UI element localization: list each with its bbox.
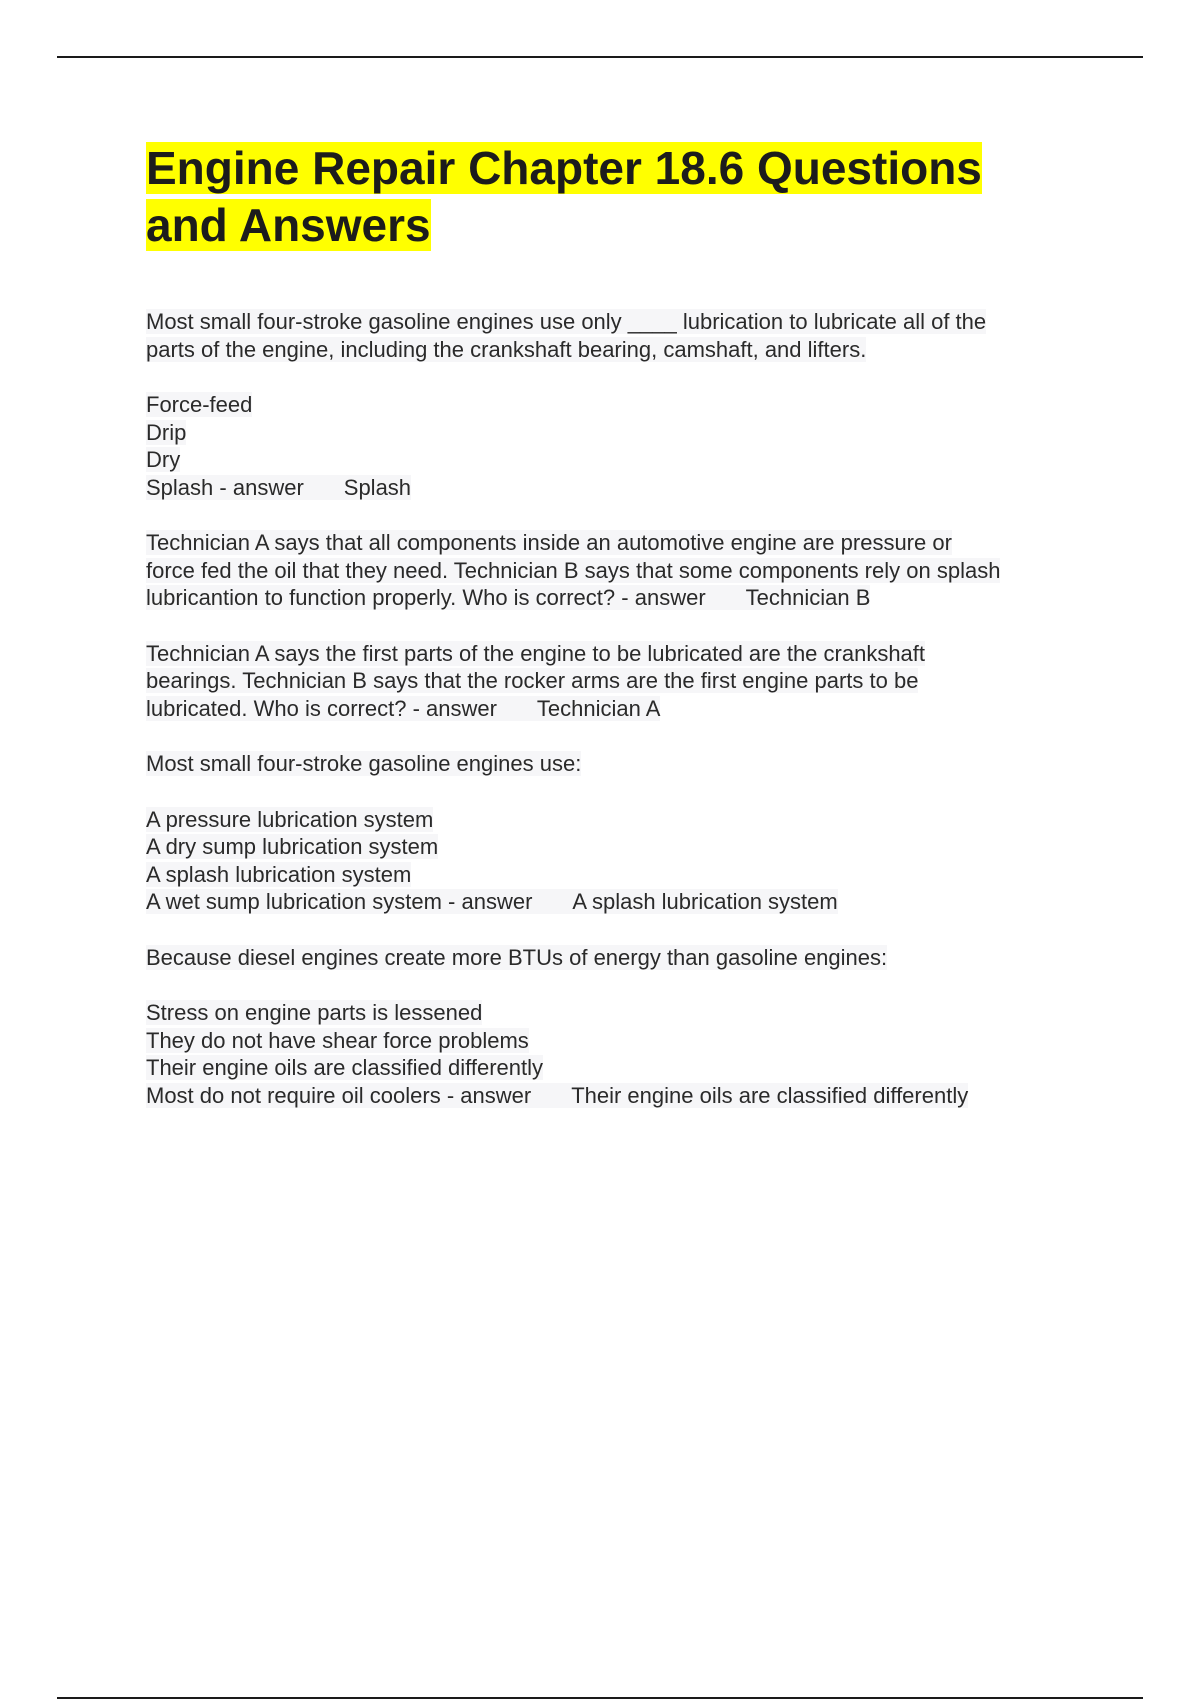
option-with-answer: Splash - answer Splash: [146, 474, 412, 500]
question-line: Technician A says the first parts of the engine to be lubricated are the crankshaft: [146, 640, 926, 666]
answer: Technician A: [536, 695, 661, 721]
option: Drip: [146, 419, 187, 445]
answer: Technician B: [745, 585, 871, 610]
question-line: parts of the engine, including the crankshaft bearing, camshaft, and lifters.: [146, 336, 867, 362]
question-line: bearings. Technician B says that the rocker arms are the first engine parts to be: [146, 668, 919, 693]
answer: Their engine oils are classified differently: [571, 1082, 969, 1108]
question-line-with-answer: lubricated. Who is correct? - answer Technician A: [146, 695, 661, 721]
option: They do not have shear force problems: [146, 1027, 529, 1053]
answer: Splash: [343, 474, 412, 500]
question-line: Technician A says that all components inside an automotive engine are pressure or: [146, 530, 952, 555]
answer-marker: - answer: [448, 889, 533, 914]
top-rule: [57, 56, 1143, 58]
answer-marker: - answer: [412, 695, 497, 721]
document-title: [146, 140, 1106, 254]
qa-item: [146, 308, 1106, 501]
question-line: Most small four-stroke gasoline engines use:: [146, 751, 582, 776]
question-line: force fed the oil that they need. Technician B says that some components rely on splash: [146, 557, 1001, 583]
answer-marker: - answer: [219, 474, 304, 500]
option: Their engine oils are classified differently: [146, 1055, 544, 1080]
title-line-2: and Answers: [146, 199, 431, 251]
answer-marker: - answer: [446, 1082, 532, 1108]
qa-item: [146, 529, 1106, 612]
qa-item: [146, 640, 1106, 723]
option-with-answer: Most do not require oil coolers - answer Their engine oils are classified differently: [146, 1082, 969, 1108]
option: Force-feed: [146, 392, 253, 417]
answer: A splash lubrication system: [572, 889, 838, 914]
qa-item: [146, 750, 1106, 916]
option: Dry: [146, 447, 181, 472]
question-line-with-answer: lubricantion to function properly. Who is correct? - answer Technician B: [146, 585, 871, 610]
bottom-rule: [57, 1697, 1143, 1699]
option-with-answer: A wet sump lubrication system - answer A splash lubrication system: [146, 889, 838, 914]
title-line-1: Engine Repair Chapter 18.6 Questions: [146, 142, 982, 194]
option: A dry sump lubrication system: [146, 834, 439, 859]
qa-item: [146, 944, 1106, 1110]
question-line: Because diesel engines create more BTUs of energy than gasoline engines:: [146, 944, 888, 970]
option: A pressure lubrication system: [146, 806, 434, 832]
answer-marker: - answer: [621, 585, 706, 610]
document-body: [146, 140, 1106, 1137]
question-line: Most small four-stroke gasoline engines use only ____ lubrication to lubricate all of the: [146, 309, 987, 334]
option: A splash lubrication system: [146, 861, 412, 887]
qa-list: [146, 308, 1106, 1109]
option: Stress on engine parts is lessened: [146, 1000, 483, 1025]
